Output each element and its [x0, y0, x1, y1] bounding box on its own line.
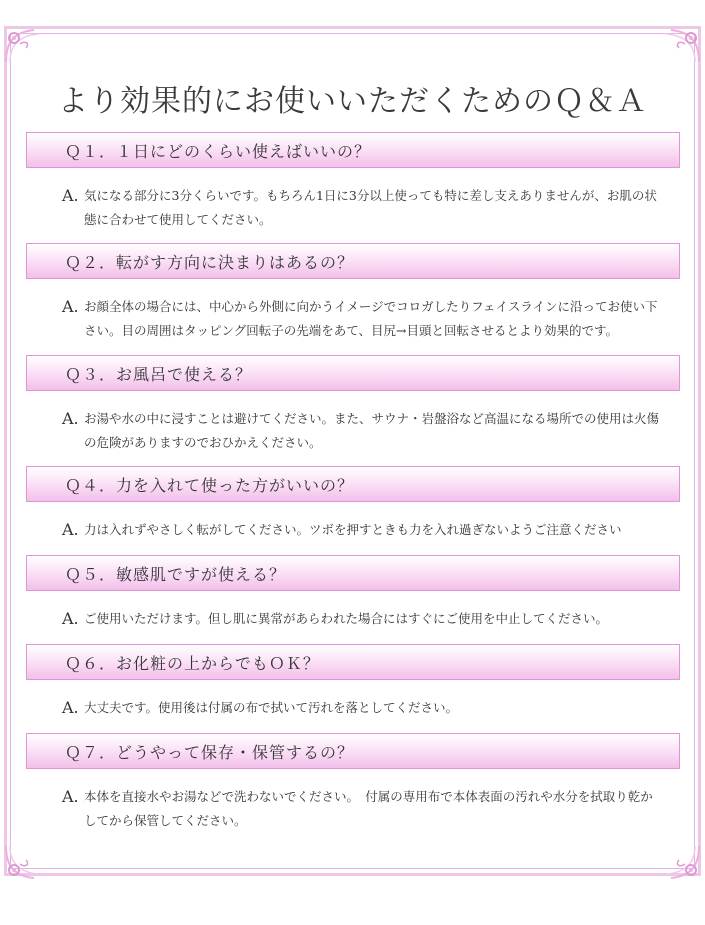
- question-bar: Ｑ２．転がす方向に決まりはあるの？: [26, 243, 680, 279]
- answer-body: 力は入れずやさしく転がしてください。ツボを押すときも力を入れ過ぎないようご注意ください: [84, 522, 622, 537]
- question-bar: Ｑ５．敏感肌ですが使える？: [26, 555, 680, 591]
- page-title: より効果的にお使いいただくためのＱ＆Ａ: [58, 84, 647, 119]
- answer-body: ご使用いただけます。但し肌に異常があらわれた場合にはすぐにご使用を中止してください。: [84, 611, 609, 626]
- question-bar: Ｑ６．お化粧の上からでもＯＫ？: [26, 644, 680, 680]
- qa-item: [26, 466, 680, 539]
- answer-text: [62, 607, 662, 631]
- qa-item: [26, 355, 680, 450]
- corner-ornament-icon: [0, 840, 46, 886]
- answer-body: お湯や水の中に浸すことは避けてください。また、サウナ・岩盤浴など高温になる場所での使用は火傷の危険がありますのでおひかえください。: [84, 411, 660, 450]
- corner-ornament-icon: [659, 22, 705, 68]
- question-bar: Ｑ１．１日にどのくらい使えばいいの？: [26, 132, 680, 168]
- qa-item: [26, 644, 680, 717]
- qa-item: [26, 243, 680, 338]
- answer-text: [62, 184, 662, 232]
- answer-mark: A.: [62, 787, 79, 806]
- answer-mark: A.: [62, 609, 79, 628]
- answer-text: [62, 696, 662, 720]
- answer-text: [62, 407, 662, 455]
- answer-body: 気になる部分に3分くらいです。もちろん1日に3分以上使っても特に差し支えありませんが、お肌の状態に合わせて使用してください。: [84, 188, 657, 227]
- answer-body: お顔全体の場合には、中心から外側に向かうイメージでコロガしたりフェイスラインに沿ってお使い下さい。目の周囲はタッピング回転子の先端をあて、目尻→目頭と回転させるとより効果的です。: [84, 299, 658, 338]
- answer-text: [62, 785, 662, 833]
- question-bar: Ｑ７．どうやって保存・保管するの？: [26, 733, 680, 769]
- answer-body: 本体を直接水やお湯などで洗わないでください。 付属の専用布で本体表面の汚れや水分を拭取り乾かしてから保管してください。: [84, 789, 653, 828]
- answer-mark: A.: [62, 186, 79, 205]
- corner-ornament-icon: [659, 840, 705, 886]
- corner-ornament-icon: [0, 22, 46, 68]
- question-bar: Ｑ４．力を入れて使った方がいいの？: [26, 466, 680, 502]
- qa-item: [26, 555, 680, 628]
- answer-text: [62, 295, 662, 343]
- answer-body: 大丈夫です。使用後は付属の布で拭いて汚れを落としてください。: [84, 700, 459, 715]
- answer-text: [62, 518, 662, 542]
- answer-mark: A.: [62, 297, 79, 316]
- qa-item: [26, 733, 680, 828]
- question-bar: Ｑ３．お風呂で使える？: [26, 355, 680, 391]
- answer-mark: A.: [62, 698, 79, 717]
- answer-mark: A.: [62, 520, 79, 539]
- qa-item: [26, 132, 680, 227]
- answer-mark: A.: [62, 409, 79, 428]
